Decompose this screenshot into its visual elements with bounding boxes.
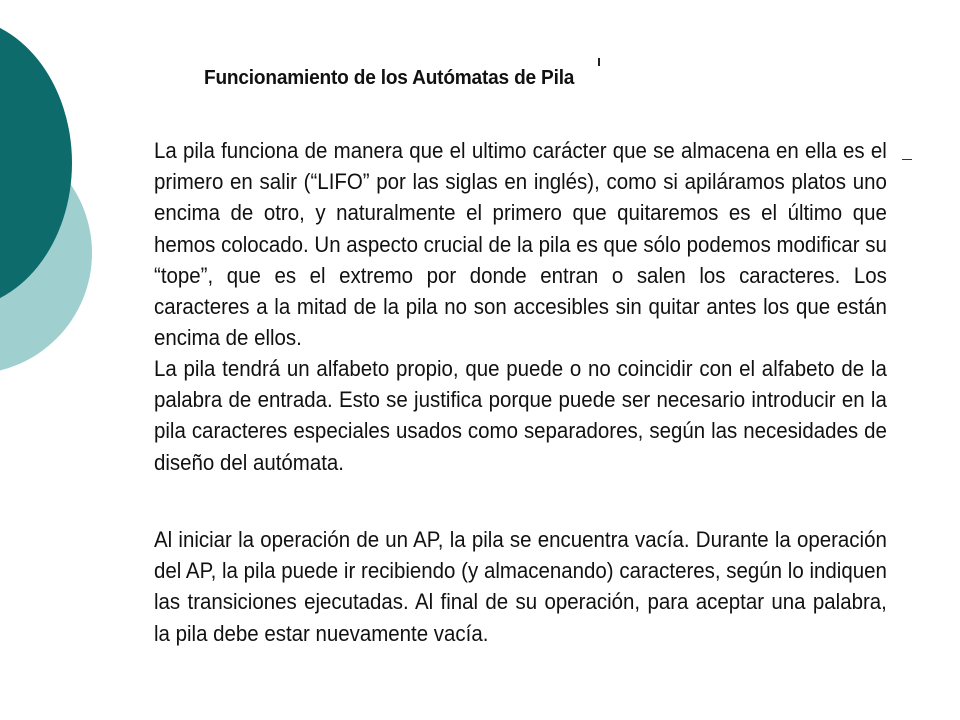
- title-tick-mark: [598, 58, 600, 66]
- paragraph-lifo: La pila funciona de manera que el ultimo carácter que se almacena en ella es el primero en salir (“LIFO” por las siglas en inglés), como si apiláramos platos uno encima de otro, y naturalmente el primero que quitaremos es el último que hemos colocado. Un aspecto crucial de la pila es que sólo podemos modificar su “tope”, que es el extremo por donde entran o salen los caracteres. Los caracteres a la mitad de la pila no son accesibles sin quitar antes los que están encima de ellos.: [154, 138, 887, 351]
- corner-dash-mark: [902, 159, 912, 160]
- paragraph-alphabet: La pila tendrá un alfabeto propio, que puede o no coincidir con el alfabeto de la palabra de entrada. Esto se justifica porque puede ser necesario introducir en la pila caracteres especiales usados como separadores, según las necesidades de diseño del autómata.: [154, 356, 887, 475]
- paragraph-operation: Al iniciar la operación de un AP, la pila se encuentra vacía. Durante la operación del AP, la pila puede ir recibiendo (y almacenando) caracteres, según lo indiquen las transiciones ejecutadas. Al final de su operación, para aceptar una palabra, la pila debe estar nuevamente vacía.: [154, 527, 887, 646]
- slide-title: Funcionamiento de los Autómatas de Pila: [204, 66, 575, 89]
